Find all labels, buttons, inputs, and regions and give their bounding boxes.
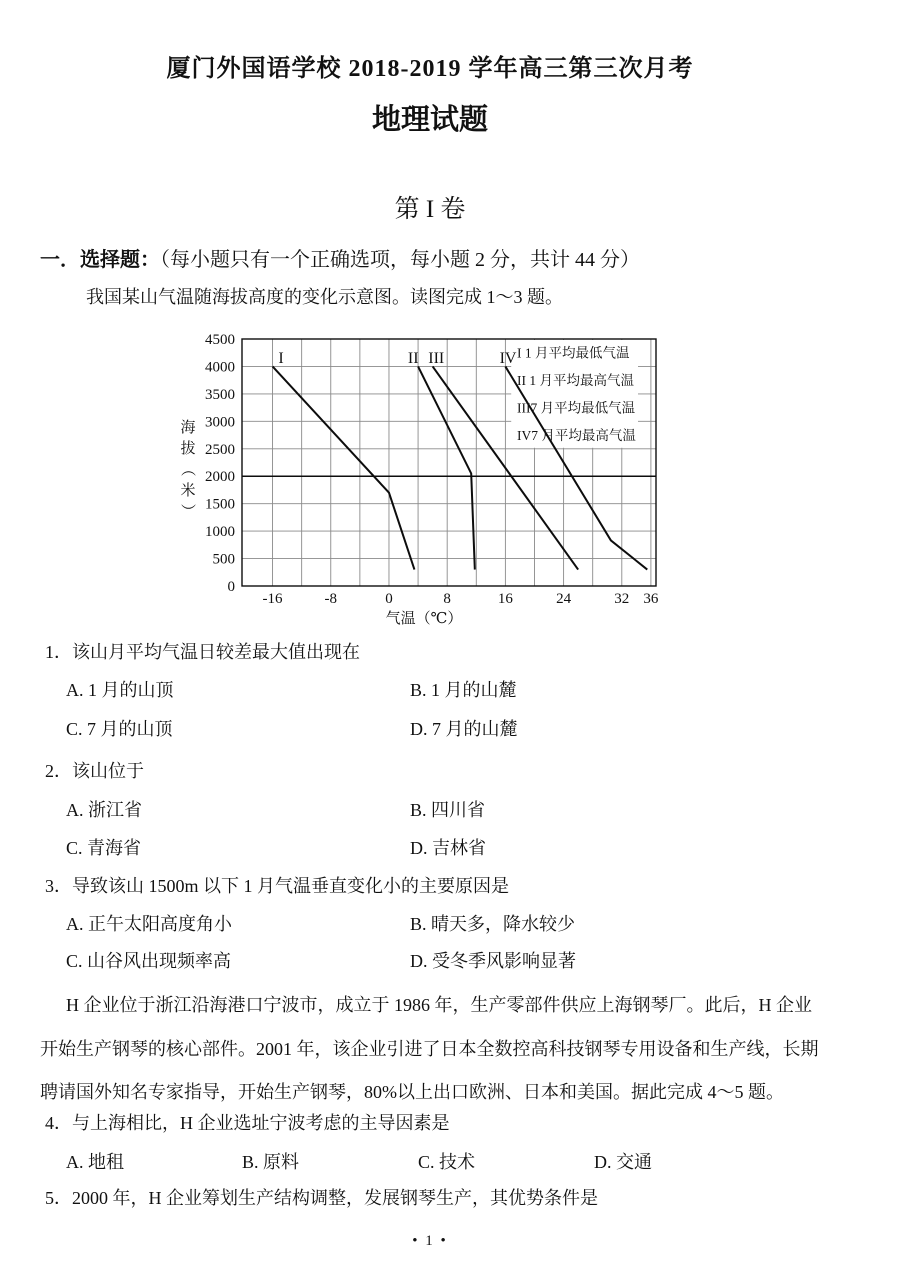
question-3-options-row-1	[0, 915, 921, 937]
question-4-text: 与上海相比，H 企业选址宁波考虑的主导因素是	[72, 1113, 450, 1133]
question-3-option-d: D. 受冬季风影响显著	[410, 951, 576, 971]
legend-entry: II 1 月平均最高气温	[517, 373, 635, 389]
question-1-number: 1．	[45, 642, 72, 662]
question-1-text: 该山月平均气温日较差最大值出现在	[72, 642, 360, 662]
y-axis-title-char: 拔	[180, 441, 196, 457]
y-tick-label: 1500	[205, 496, 235, 513]
question-4	[45, 1114, 450, 1132]
question-2-options-row-2	[0, 839, 921, 861]
y-tick-label: 1000	[205, 524, 235, 541]
question-2	[45, 762, 144, 780]
section-heading-label: 一．选择题：	[40, 249, 160, 271]
question-2-option-d: D. 吉林省	[410, 838, 486, 858]
x-tick-label: 8	[443, 591, 451, 607]
question-3-option-c: C. 山谷风出现频率高	[66, 951, 232, 971]
question-2-option-a: A. 浙江省	[66, 800, 142, 820]
question-1-option-c: C. 7 月的山顶	[66, 719, 173, 739]
x-tick-label: -16	[262, 591, 283, 607]
page-title: 厦门外国语学校 2018-2019 学年高三第三次月考	[166, 56, 694, 82]
question-1-option-d: D. 7 月的山麓	[410, 719, 518, 739]
question-2-option-c: C. 青海省	[66, 838, 142, 858]
y-tick-label: 4500	[205, 332, 235, 348]
question-1-option-b: B. 1 月的山麓	[410, 680, 517, 700]
chart-svg	[158, 328, 672, 634]
volume-heading: 第 I 卷	[394, 196, 466, 223]
y-tick-label: 0	[227, 579, 235, 595]
question-4-option-b: B. 原料	[242, 1152, 300, 1172]
section-heading-note: （每小题只有一个正确选项，每小题 2 分，共计 44 分）	[160, 249, 640, 271]
stem-questions-1-3: 我国某山气温随海拔高度的变化示意图。读图完成 1～3 题。	[86, 287, 563, 307]
question-1-option-a: A. 1 月的山顶	[66, 680, 174, 700]
question-3-text: 导致该山 1500m 以下 1 月气温垂直变化小的主要原因是	[72, 876, 509, 896]
legend-entry: I 1 月平均最低气温	[517, 345, 630, 361]
question-2-number: 2．	[45, 761, 72, 781]
series-line-II	[418, 366, 475, 569]
series-label-III: III	[428, 350, 445, 368]
question-3-option-a: A. 正午太阳高度角小	[66, 914, 232, 934]
y-tick-label: 2000	[205, 469, 235, 486]
page-number: • 1 •	[412, 1233, 448, 1249]
question-3-number: 3．	[45, 876, 72, 896]
question-4-option-c: C. 技术	[418, 1152, 476, 1172]
question-2-options-row-1	[0, 801, 921, 823]
x-axis-title: 气温（℃）	[385, 611, 463, 627]
question-4-option-a: A. 地租	[66, 1152, 124, 1172]
question-3-options-row-2	[0, 952, 921, 974]
y-axis-title-char: ）	[179, 503, 195, 519]
y-tick-label: 4000	[205, 359, 235, 376]
subject-title: 地理试题	[371, 104, 488, 136]
y-axis-title-char: 海	[180, 420, 196, 436]
y-tick-label: 2500	[205, 441, 235, 458]
x-tick-label: 36	[643, 591, 659, 607]
y-tick-label: 3000	[205, 414, 235, 431]
question-5	[45, 1189, 598, 1207]
question-1-options-row-1	[0, 681, 921, 703]
question-4-option-d: D. 交通	[594, 1152, 652, 1172]
passage-line-2: 开始生产钢琴的核心部件。2001 年，该企业引进了日本全数控高科技钢琴专用设备和生产线，长期	[40, 1039, 819, 1059]
x-tick-label: 0	[385, 591, 393, 607]
question-3	[45, 877, 509, 895]
y-axis-title-char: 米	[180, 483, 196, 499]
question-2-text: 该山位于	[72, 761, 144, 781]
y-tick-label: 3500	[205, 386, 235, 403]
section-heading	[40, 250, 640, 270]
passage-line-1: H 企业位于浙江沿海港口宁波市，成立于 1986 年，生产零部件供应上海钢琴厂。此后，H 企业	[66, 995, 812, 1015]
question-1-options-row-2	[0, 720, 921, 742]
x-tick-label: 32	[614, 591, 630, 607]
elevation-temperature-chart	[158, 328, 672, 634]
question-5-text: 2000 年，H 企业筹划生产结构调整，发展钢琴生产，其优势条件是	[72, 1188, 598, 1208]
series-label-I: I	[278, 350, 284, 368]
x-tick-label: -8	[324, 591, 338, 607]
series-label-II: II	[407, 350, 419, 368]
series-label-IV: IV	[499, 350, 517, 368]
question-3-option-b: B. 晴天多，降水较少	[410, 914, 576, 934]
y-tick-label: 500	[212, 551, 235, 568]
legend-entry: III7 月平均最低气温	[517, 400, 636, 416]
question-4-number: 4．	[45, 1113, 72, 1133]
x-tick-label: 16	[497, 591, 513, 607]
question-1	[45, 643, 360, 661]
question-2-option-b: B. 四川省	[410, 800, 486, 820]
y-axis-title-char: （	[179, 461, 195, 477]
x-tick-label: 24	[556, 591, 572, 607]
question-5-number: 5．	[45, 1188, 72, 1208]
series-line-I	[273, 366, 415, 569]
passage-line-3: 聘请国外知名专家指导，开始生产钢琴，80%以上出口欧洲、日本和美国。据此完成 4～5 题。	[40, 1082, 784, 1102]
legend-entry: IV7 月平均最高气温	[517, 428, 636, 444]
question-4-options-row	[0, 1153, 921, 1175]
